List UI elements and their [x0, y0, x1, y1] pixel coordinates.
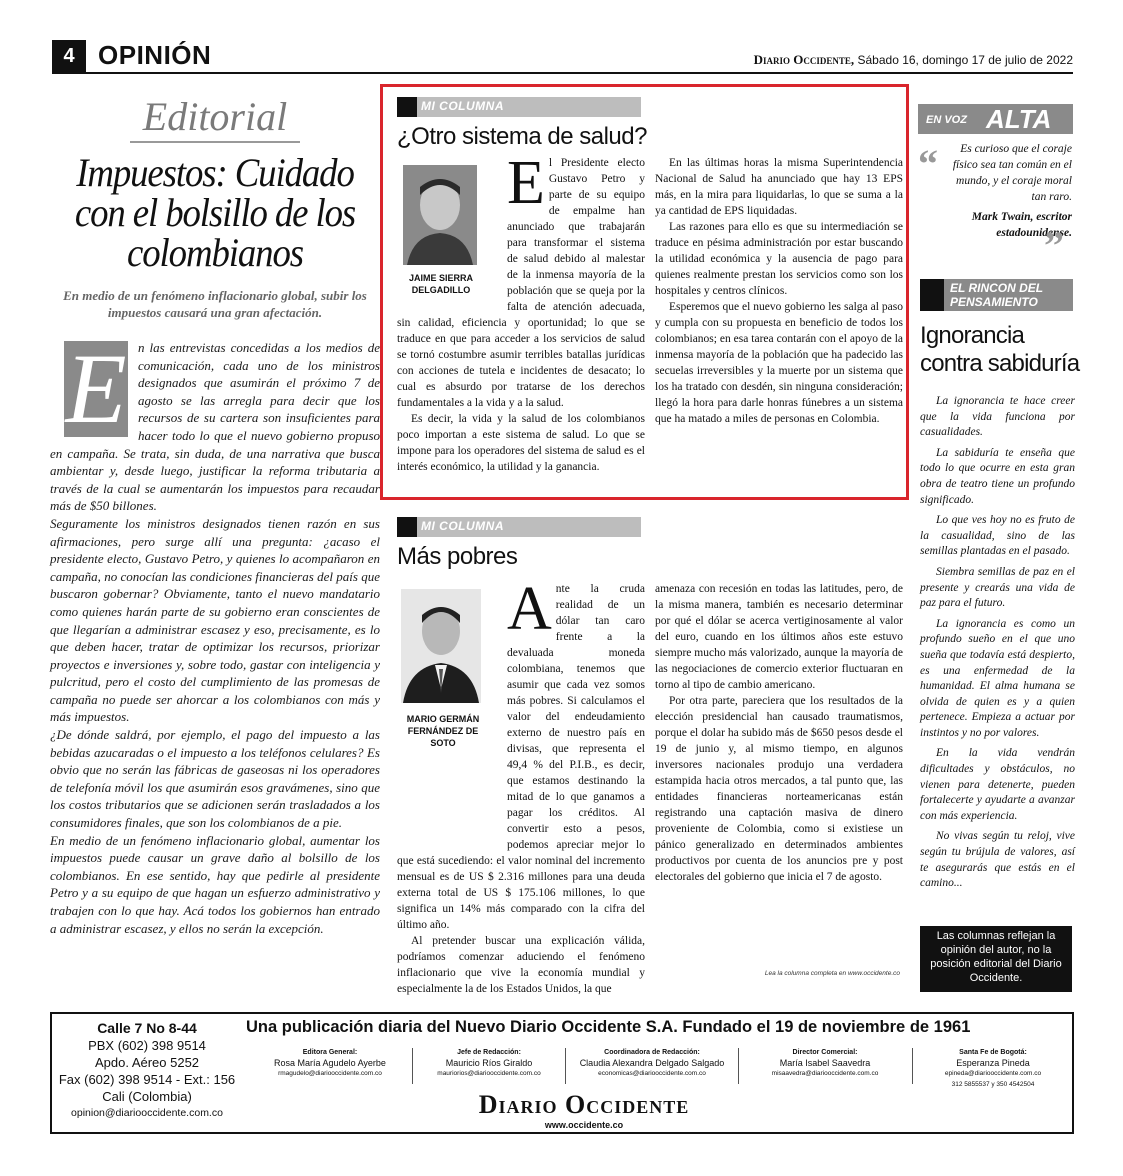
staff-email: epineda@diariooccidente.com.co — [944, 1070, 1042, 1077]
page-number: 4 — [52, 40, 86, 72]
staff-role: Jefe de Redacción: — [457, 1049, 521, 1056]
staff-editora — [250, 1048, 410, 1079]
divider — [738, 1048, 739, 1084]
editorial-drop-cap: E — [65, 333, 127, 444]
staff-director-comercial — [740, 1048, 910, 1079]
column-otro-sistema-de-salud — [380, 84, 909, 500]
article-paragraph: En las últimas horas la misma Superintendencia Nacional de Salud ha anunciado que hay 13 EPS más, en la mira para liquidarlas, lo que se suma a la ya cantidad de EPS liquidadas. — [655, 157, 903, 217]
street-address: Calle 7 No 8-44 — [97, 1020, 197, 1036]
bar-block — [920, 279, 944, 311]
fax: Fax (602) 398 9514 - Ext.: 156 — [58, 1072, 236, 1087]
editorial-paragraph: n las entrevistas concedidas a los medios de comunicación, cada uno de los ministros designados que asumirán el próximo 7 de agosto se las arregla para decir que los recursos de su cartera son insuficientes para hacer todo lo que el nuevo gobierno propuso en campaña. Se trata, sin duda, de una narrativa que busca ambientar y, desde luego, justificar la reforma tributaria a través de la cual se aumentarán los impuestos para recaudar más de $50 billones. — [50, 340, 380, 514]
en-voz-label: EN VOZ — [926, 114, 967, 126]
staff-email: economicas@diariooccidente.com.co — [598, 1070, 706, 1077]
rincon-paragraph: No vivas según tu reloj, vive según tu brújula de valores, así te asegurarás que estás en el camino... — [920, 830, 1075, 890]
drop-cap: E — [507, 149, 545, 217]
paper-name: Diario Occidente, — [753, 52, 855, 67]
staff-role: Coordinadora de Redacción: — [604, 1049, 700, 1056]
article-paragraph: nte la cruda realidad de un dólar tan caro frente a la devaluada moneda colombiana, tenemos que asumir que cada vez somos más pobres. Si calculamos el valor del endeudamiento externo de nuestro país en divisas, que representa el 49,4 % del P.I.B., es decir, que estamos destinando la mitad de lo que ganamos a pagar los créditos. Al convertir esto a pesos, podemos apreciar mejor lo que está sucediendo: el valor nominal del incremento mensual es de US $ 2.316 millones para una deuda externa total de US $ 175.106 millones, lo que significa un 14% más comparado con la cifra del último año. — [397, 583, 645, 931]
editorial-headline: Impuestos: Cuidado con el bolsillo de los colombianos — [74, 150, 356, 275]
staff-email: mauriorios@diariooccidente.com.co — [437, 1070, 541, 1077]
masthead-footer — [50, 1012, 1074, 1134]
rincon-bar — [920, 279, 1073, 311]
city: Cali (Colombia) — [102, 1089, 192, 1104]
editorial — [50, 95, 380, 937]
staff-coordinadora — [567, 1048, 737, 1079]
bar-block — [397, 97, 417, 117]
staff-name: Esperanza Pineda — [956, 1058, 1030, 1068]
column-footnote: Lea la columna completa en www.occidente.co — [764, 970, 900, 977]
article-paragraph: Al pretender buscar una explicación válida, podríamos comenzar aduciendo el fenómeno inflacionario que vive la economía mundial y especialmente la de los Estados Unidos, la que — [397, 935, 645, 995]
contact-email: opinion@diariooccidente.com.co — [71, 1107, 223, 1119]
article-body-right — [655, 581, 903, 885]
close-quote-icon: ” — [1044, 223, 1064, 268]
author-byline: MARIO GERMÁN FERNÁNDEZ DE SOTO — [406, 714, 480, 748]
rincon-paragraph: La sabiduría te enseña que todo lo que ocurre en esta gran obra de teatro tiene un profundo significado. — [920, 446, 1075, 506]
opinion-disclaimer: Las columnas reflejan la opinión del autor, no la posición editorial del Diario Occidente. — [920, 926, 1072, 992]
rincon-label: EL RINCON DEL PENSAMIENTO — [950, 281, 1043, 309]
editorial-kicker-rule — [130, 141, 300, 143]
quote-text: Es curioso que el coraje físico sea tan común en el mundo, y el coraje moral tan raro. — [952, 143, 1072, 203]
newspaper-url[interactable]: www.occidente.co — [544, 1120, 624, 1130]
staff-email: rmagudelo@diariooccidente.com.co — [278, 1070, 382, 1077]
alta-label: ALTA — [986, 104, 1052, 134]
article-title: Más pobres — [397, 543, 518, 570]
editorial-paragraph: En medio de un fenómeno inflacionario global, aumentar los impuestos puede causar un grave daño al bolsillo de los colombianos. En ese sentido, hay que pedirle al presidente Petro y a su equipo de que hagan un esfuerzo administrativo y trabajen con lo que hay. Acá todos los gobiernos han entrado a administrar escasez, y ellos no serán la excepción. — [50, 832, 380, 936]
bar-block — [397, 517, 417, 537]
article-paragraph: Esperemos que el nuevo gobierno les salga al paso y cumpla con su propuesta en beneficio de todos los colombianos; en esa tarea contarán con el apoyo de la inmensa mayoría de la población que ha padecido las secuelas irreversibles y la muerte por un sistema que los ha tratado con desdén, sin ninguna consideración; llegó la hora para darle honras fúnebres a un sistema que ha matado a miles de personas en Colombia. — [655, 301, 903, 425]
staff-name: Rosa María Agudelo Ayerbe — [274, 1058, 386, 1068]
editorial-deck: En medio de un fenómeno inflacionario global, subir los impuestos causará una gran afectación. — [63, 288, 367, 320]
article-paragraph: amenaza con recesión en todas las latitudes, pero, de la misma manera, también es necesario determinar por qué el dólar se acerca vertiginosamente al valor del euro, cuando en los últimos años este estuvo siempre mucho más valorizado, aunque la mayoría de las negociaciones de comercio exterior fluctuaran en torno al tipo de cambio americano. — [655, 583, 903, 691]
rincon-paragraph: Siembra semillas de paz en el presente y crearás una vida de paz para el futuro. — [920, 565, 1075, 610]
rincon-paragraph: En la vida vendrán dificultades y obstáculos, no vienen para detenerte, pueden fortalecerte y ayudarte a avanzar con más experiencia. — [920, 747, 1075, 822]
section-label: MI COLUMNA — [421, 99, 504, 113]
editorial-paragraph: Seguramente los ministros designados tienen razón en sus afirmaciones, pero surge allí una pregunta: ¿acaso el presidente electo, Gustavo Petro, y quienes lo acompañaron en campaña, no conocían las condiciones financieras del país que buscaron gobernar? Obviamente, tanto el nuevo mandatario como quienes harán parte de su gobierno eran conscientes de que llegarían a administrar escasez y eso, precisamente, es lo que deben hacer, tratar de optimizar los recursos, priorizar proyectos e inversiones y, sobre todo, gastar con inteligencia y pulcritud, pero el costo del cumplimiento de las promesas de campaña no puede ser ahorcar a los colombianos con más y más impuestos. — [50, 515, 380, 725]
editorial-body — [50, 333, 380, 937]
po-box: Apdo. Aéreo 5252 — [94, 1055, 200, 1070]
publisher-headline: Una publicación diaria del Nuevo Diario Occidente S.A. Fundado el 19 de noviembre de 1961 — [246, 1018, 971, 1036]
rincon-body — [920, 394, 1075, 897]
rincon-title: Ignorancia contra sabiduría — [920, 322, 1080, 377]
section-label: MI COLUMNA — [421, 519, 504, 533]
article-body-right — [655, 155, 903, 427]
editorial-kicker: Editorial — [142, 94, 288, 139]
article-title: ¿Otro sistema de salud? — [397, 123, 647, 150]
staff-role: Director Comercial: — [792, 1049, 858, 1056]
divider — [565, 1048, 566, 1084]
rincon-paragraph: Lo que ves hoy no es fruto de la casualidad, sino de las semillas plantadas en el pasado. — [920, 514, 1075, 558]
article-body-left — [397, 149, 645, 475]
rincon-paragraph: La ignorancia es como un profundo sueño en el que uno sueña que todavía está despierto, es una enfermedad de la humanidad. El alma humana se olvida de quien es y a quien pertenece. Empieza a actuar por instintos y no por valores. — [920, 617, 1075, 739]
article-paragraph: l Presidente electo Gustavo Petro y parte de su equipo de empalme han anunciado que trabajarán para transformar el sistema de salud debido al malestar de la inmensa mayoría de la población que se queja por la falta de atención adecuada, sin calidad, eficiencia y oportunidad; lo que se traduce en que para acceder a los servicios de salud se tornó costumbre asumir terribles batallas jurídicas con acciones de tutela e incidentes de desacato; lo cual es absurdo por tratarse de los derechos fundamentales a la vida y a la salud. — [397, 157, 645, 409]
en-voz-alta-header — [918, 104, 1073, 134]
newspaper-logo: Diario Occidente — [478, 1090, 690, 1119]
article-paragraph: Es decir, la vida y la salud de los colombianos poco importan a este sistema de salud. Lo que se impone para los operadores del sistema de salud es el interés económico, la utilidad y la ganancia. — [397, 413, 645, 473]
staff-bogota — [914, 1048, 1072, 1090]
article-paragraph: Las razones para ello es que su intermediación se traduce en pésima administración por estar buscando la utilidad económica y la ausencia de pago para quienes realmente prestan los servicios como son los hospitales y centros clínicos. — [655, 221, 903, 297]
mi-columna-bar — [397, 97, 641, 117]
section-title: OPINIÓN — [98, 40, 212, 70]
contact-block — [52, 1020, 242, 1122]
drop-cap: A — [507, 575, 552, 643]
article-body-left — [397, 575, 645, 997]
staff-name: Mauricio Ríos Giraldo — [445, 1058, 533, 1068]
quote-author: Mark Twain, escritor estadounidense. — [971, 211, 1072, 239]
staff-role: Editora General: — [302, 1049, 358, 1056]
header-rule — [52, 72, 1073, 74]
rincon-paragraph: La ignorancia te hace creer que la vida funciona por casualidades. — [920, 395, 1075, 439]
pbx: PBX (602) 398 9514 — [88, 1038, 206, 1053]
en-voz-alta-bar — [918, 104, 1073, 134]
editorial-paragraph: ¿De dónde saldrá, por ejemplo, el pago del impuesto a las bebidas azucaradas o el impuesto a los teléfonos celulares? Es obvio que no serán las fábricas de gaseosas ni los operadores de telefonía móvil los que asumirán esos gravámenes, sino que los costos tributarios que se adicionen serán trasladados a los consumidores finales, que son los colombianos de a pie. — [50, 727, 380, 831]
column-mas-pobres — [397, 517, 907, 995]
staff-name: Claudia Alexandra Delgado Salgado — [579, 1058, 725, 1068]
mi-columna-bar — [397, 517, 641, 537]
dateline — [754, 52, 1073, 68]
author-byline: JAIME SIERRA DELGADILLO — [408, 273, 473, 295]
staff-jefe-redaccion — [414, 1048, 564, 1079]
divider — [412, 1048, 413, 1084]
staff-role: Santa Fe de Bogotá: — [959, 1049, 1027, 1056]
issue-date: Sábado 16, domingo 17 de julio de 2022 — [854, 53, 1073, 67]
open-quote-icon: “ — [918, 141, 938, 186]
article-paragraph: Por otra parte, pareciera que los resultados de la elección presidencial han causado traumatismos, porque el dolar ha subido más de $650 pesos desde el 19 de junio y, al mismo tiempo, en algunos inversores nacionales produjo una verdadera estampida hacia otros mercados, a tal punto que, las entidades financieras norteamericanas están registrando una captación masiva de dinero proveniente de Colombia, como si existiese un pánico generalizado en determinados ambientes productivos por cuenta de los anuncios pre y post electorales del gobierno que inicia el 7 de agosto. — [655, 695, 903, 883]
divider — [912, 1048, 913, 1084]
staff-phones: 312 5855537 y 350 4542504 — [951, 1081, 1035, 1088]
staff-name: María Isabel Saavedra — [779, 1058, 871, 1068]
staff-email: misaavedra@diariooccidente.com.co — [771, 1070, 879, 1077]
